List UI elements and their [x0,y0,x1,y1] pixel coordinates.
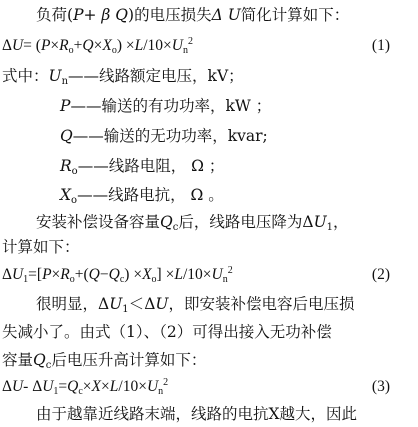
definition-P: P——输送的有功功率，kW ； [60,97,272,115]
compute-label: 计算如下： [2,238,80,256]
definition-Xo: $X_o——$线路电抗， Ω 。 [60,186,224,206]
equation-1: $\Delta U= (P\times R_o+Q\times X_o) \times L/10\times U_n^2$ (1) [2,36,390,56]
intro-line: 负荷(P+ β Q)的电压损失Δ U简化计算如下： [36,6,350,24]
closing-line: 由于越靠近线路末端，线路的电抗X越大，因此 [36,405,358,423]
equation-1-number: (1) [371,37,390,54]
equation-2-number: (2) [371,266,390,283]
equation-2: $\Delta U_1=[P\times R_o+(Q-Q_c) \times X_o] \times L/10\times U_n^2$ (2) [2,265,390,285]
compensation-line: 安装补偿设备容量$Q_c$后，线路电压降为$\Delta U_1$， [36,213,349,233]
equation-3-number: (3) [371,378,390,395]
obvious-line: 很明显，$\Delta U_1<\Delta U$，即安装补偿电容后电压损 [36,295,355,315]
reduced-line: 失减小了。由式（1）、（2）可得出接入无功补偿 [2,323,332,341]
capacity-line: 容量$Q_c$后电压升高计算如下： [2,351,207,371]
definition-Ro: $R_o——$线路电阻， Ω ； [60,157,225,177]
where-line: 式中：$U_n——$线路额定电压，kV； [2,67,244,87]
equation-3: ΔU- $\Delta U_1=Q_c\times X\times L/10\times U_n^2$ (3) [2,377,390,397]
definition-Q: Q——输送的无功功率，kvar; [60,127,268,145]
